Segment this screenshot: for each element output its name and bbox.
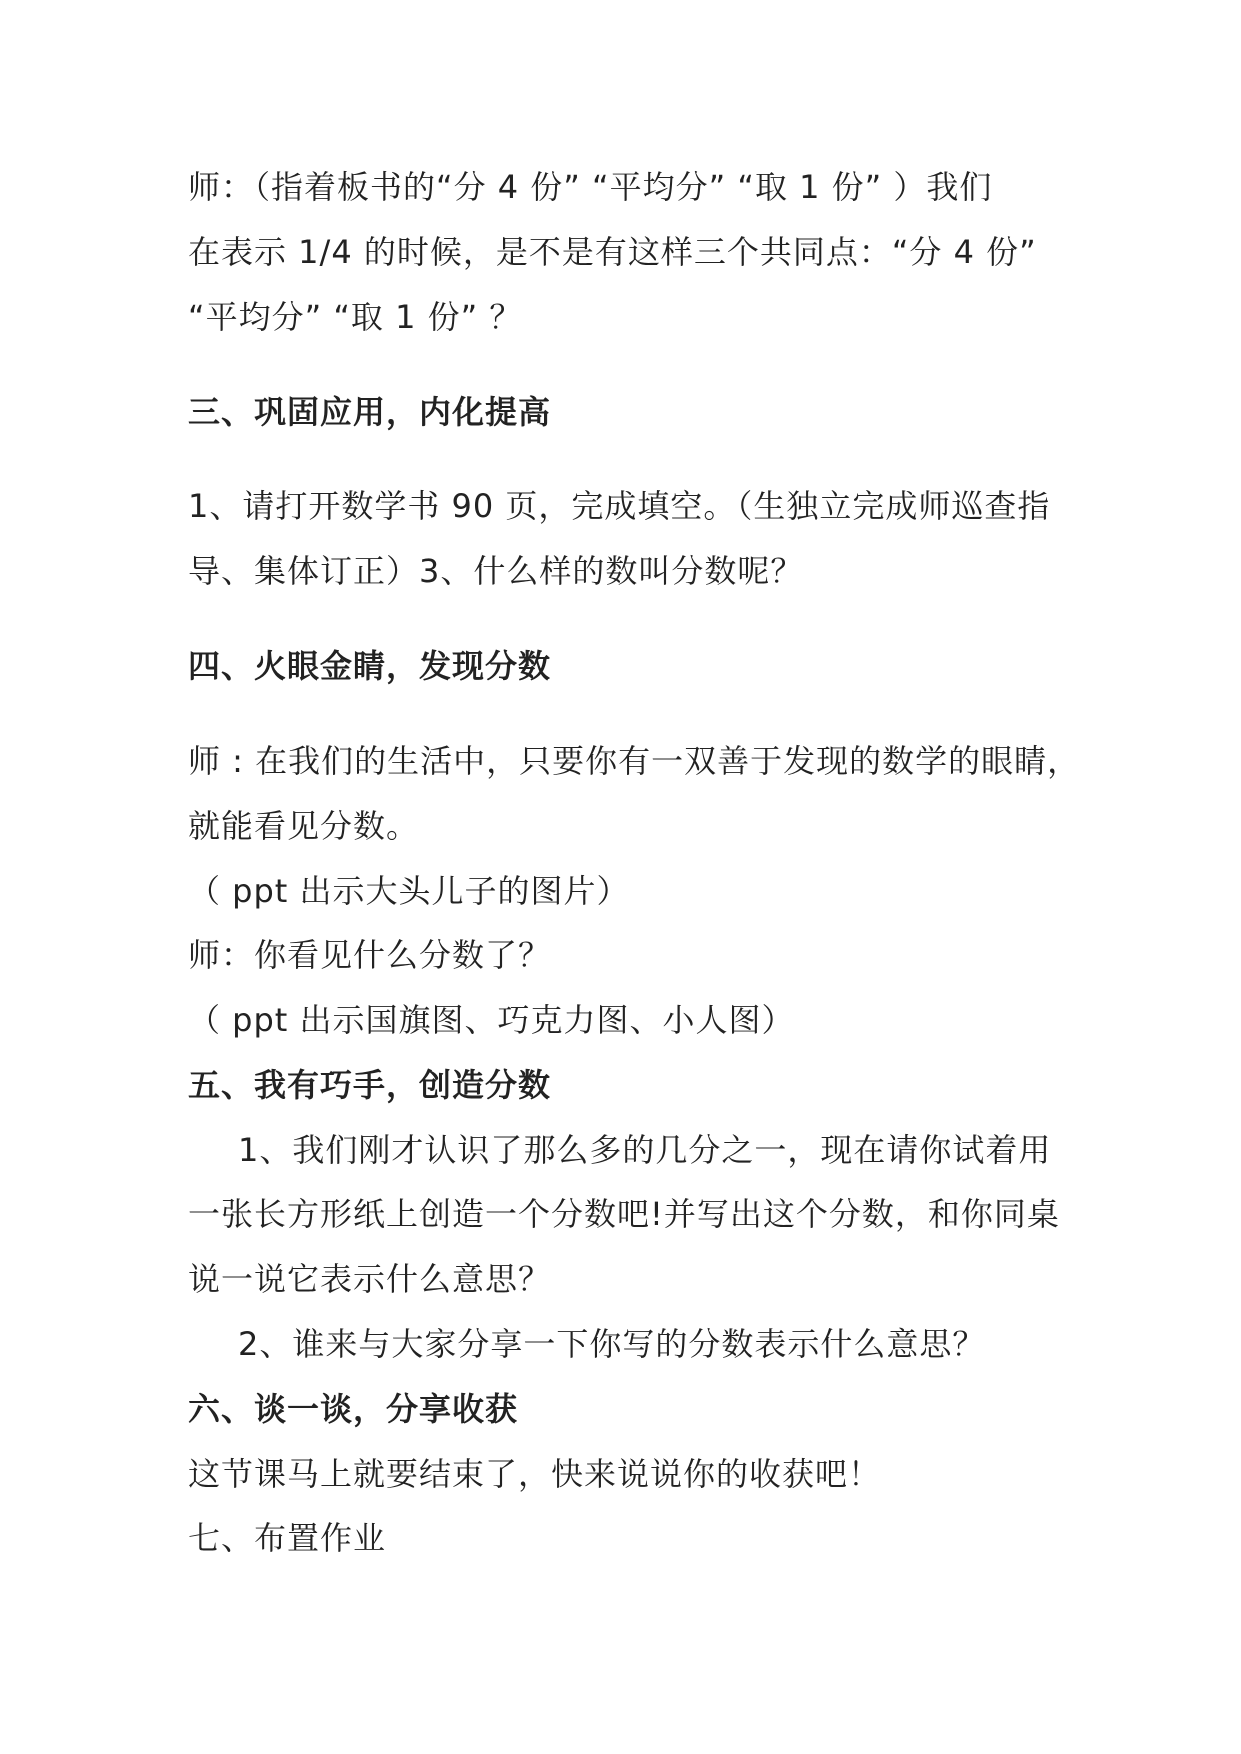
section-heading: 五、我有巧手，创造分数 <box>188 1066 552 1104</box>
paragraph-line: 2、谁来与大家分享一下你写的分数表示什么意思？ <box>238 1325 986 1363</box>
paragraph-line: 师 : 在我们的生活中，只要你有一双善于发现的数学的眼睛， <box>188 742 1081 780</box>
document-page <box>188 0 1081 1754</box>
paragraph-line: （ ppt 出示大头儿子的图片） <box>188 872 630 910</box>
paragraph-line: 在表示 1/4 的时候，是不是有这样三个共同点：“分 4 份” <box>188 233 1037 271</box>
paragraph-line: 师：（指着板书的“分 4 份” “平均分” “取 1 份” ）我们 <box>188 168 993 206</box>
paragraph-line: 一张长方形纸上创造一个分数吧!并写出这个分数，和你同桌 <box>188 1195 1060 1233</box>
paragraph-line: （ ppt 出示国旗图、巧克力图、小人图） <box>188 1001 795 1039</box>
paragraph-line: “平均分” “取 1 份” ？ <box>188 298 523 336</box>
section-heading: 六、谈一谈，分享收获 <box>188 1390 519 1428</box>
paragraph-line: 导、集体订正）3、什么样的数叫分数呢？ <box>188 552 804 590</box>
section-heading-plain: 七、布置作业 <box>188 1519 387 1557</box>
paragraph-line: 就能看见分数。 <box>188 807 420 845</box>
paragraph-line: 这节课马上就要结束了，快来说说你的收获吧！ <box>188 1455 882 1493</box>
paragraph-line: 说一说它表示什么意思？ <box>188 1260 552 1298</box>
section-heading: 三、巩固应用，内化提高 <box>188 393 552 431</box>
paragraph-line: 师：你看见什么分数了？ <box>188 936 552 974</box>
paragraph-line: 1、请打开数学书 90 页，完成填空。（生独立完成师巡查指 <box>188 487 1051 525</box>
paragraph-line: 1、我们刚才认识了那么多的几分之一，现在请你试着用 <box>238 1131 1052 1169</box>
section-heading: 四、火眼金睛，发现分数 <box>188 647 552 685</box>
